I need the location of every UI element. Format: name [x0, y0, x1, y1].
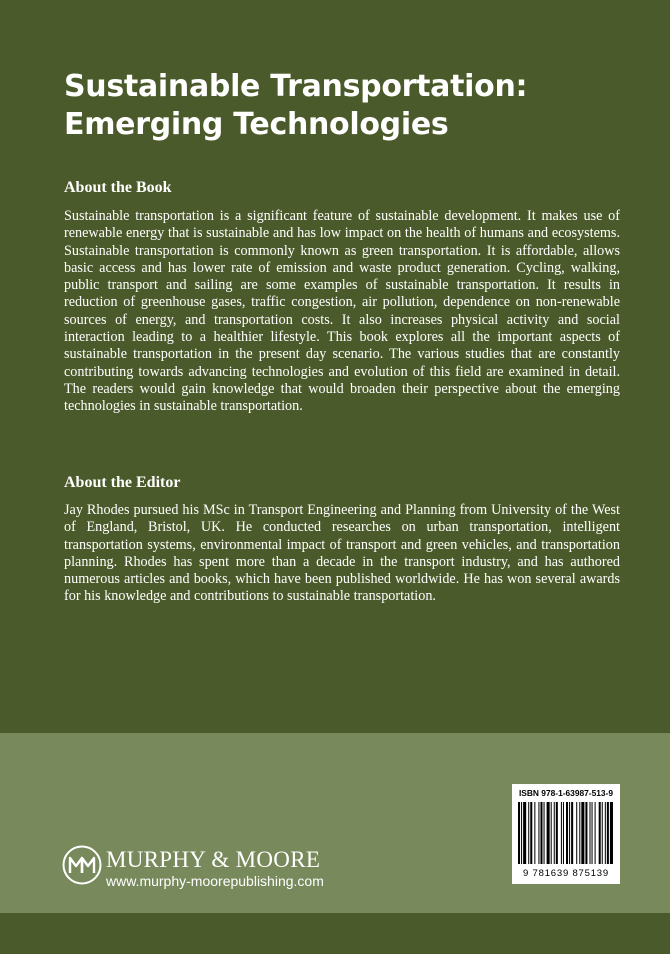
barcode-bar [610, 802, 613, 864]
barcode-bar [530, 802, 532, 864]
barcode-bar [556, 802, 558, 864]
barcode-bar [585, 802, 587, 864]
barcode-bar [579, 802, 580, 864]
barcode-digits: 9 781639 875139 [523, 868, 609, 879]
barcode-bar [540, 802, 542, 864]
barcode-bar [528, 802, 529, 864]
book-title-line-1: Sustainable Transportation: [64, 69, 528, 104]
barcode-bar [599, 802, 601, 864]
barcode-bar [544, 802, 545, 864]
barcode-bar [592, 802, 593, 864]
barcode-bar [569, 802, 570, 864]
barcode-bar [576, 802, 577, 864]
publisher-name: MURPHY & MOORE [106, 847, 321, 872]
mm-monogram-icon [62, 845, 102, 885]
about-book-text: Sustainable transportation is a significant feature of sustainable development. It makes use of renewable energy that is sustainable and has low impact on the health of humans and ecosystems. Sustainable transportation is commonly known as green transportation. It is affordable, allows basic access and has lower rate of emission and waste product generation. Cycling, walking, public transport and sailing are some examples of sustainable transportation. It results in reduction of greenhouse gases, traffic congestion, air pollution, dependence on non-renewable sources of energy, and transportation costs. It also increases physical activity and social interaction leading to a healthier lifestyle. This book explores all the important aspects of sustainable transportation in the present day scenario. The various studies that are constantly contributing towards advancing technologies and evolution of this field are examined in detail. The readers would gain knowledge that would broaden their perspective about the emerging technologies in sustainable transportation. [64, 208, 620, 415]
about-editor-heading: About the Editor [64, 474, 181, 491]
barcode-bar [589, 802, 590, 864]
barcode-bar [595, 802, 596, 864]
barcode-bar [566, 802, 568, 864]
about-book-heading: About the Book [64, 179, 172, 196]
barcode-bar [521, 802, 522, 864]
about-editor-text: Jay Rhodes pursued his MSc in Transport Engineering and Planning from University of the West of England, Bristol, UK. He conducted researches on urban transportation, intelligent transportation systems, environmental impact of transport and green vehicles, and transportation planning. Rhodes has spent more than a decade in the transport industry, and has authored numerous articles and books, which have been published worldwide. He has won several awards for his knowledge and contributions to sustainable transportation. [64, 502, 620, 605]
barcode-bar [538, 802, 539, 864]
book-title [64, 68, 624, 144]
cover-foot-strip [0, 913, 670, 954]
publisher-website: www.murphy-moorepublishing.com [106, 873, 324, 889]
barcode-bar [534, 802, 535, 864]
barcode-bar [554, 802, 555, 864]
barcode-bar [602, 802, 603, 864]
barcode-bar [547, 802, 550, 864]
barcode-bar [563, 802, 564, 864]
barcode-bar [607, 802, 609, 864]
barcode-icon [518, 802, 614, 864]
barcode-bar [551, 802, 552, 864]
barcode-bar [561, 802, 562, 864]
barcode-bar [605, 802, 606, 864]
barcode-bar [581, 802, 584, 864]
barcode-bar [571, 802, 573, 864]
barcode-bar [523, 802, 526, 864]
book-title-line-2: Emerging Technologies [64, 107, 449, 142]
barcode-panel [512, 784, 620, 884]
isbn-label: ISBN 978-1-63987-513-9 [518, 788, 614, 798]
barcode-bar [518, 802, 520, 864]
